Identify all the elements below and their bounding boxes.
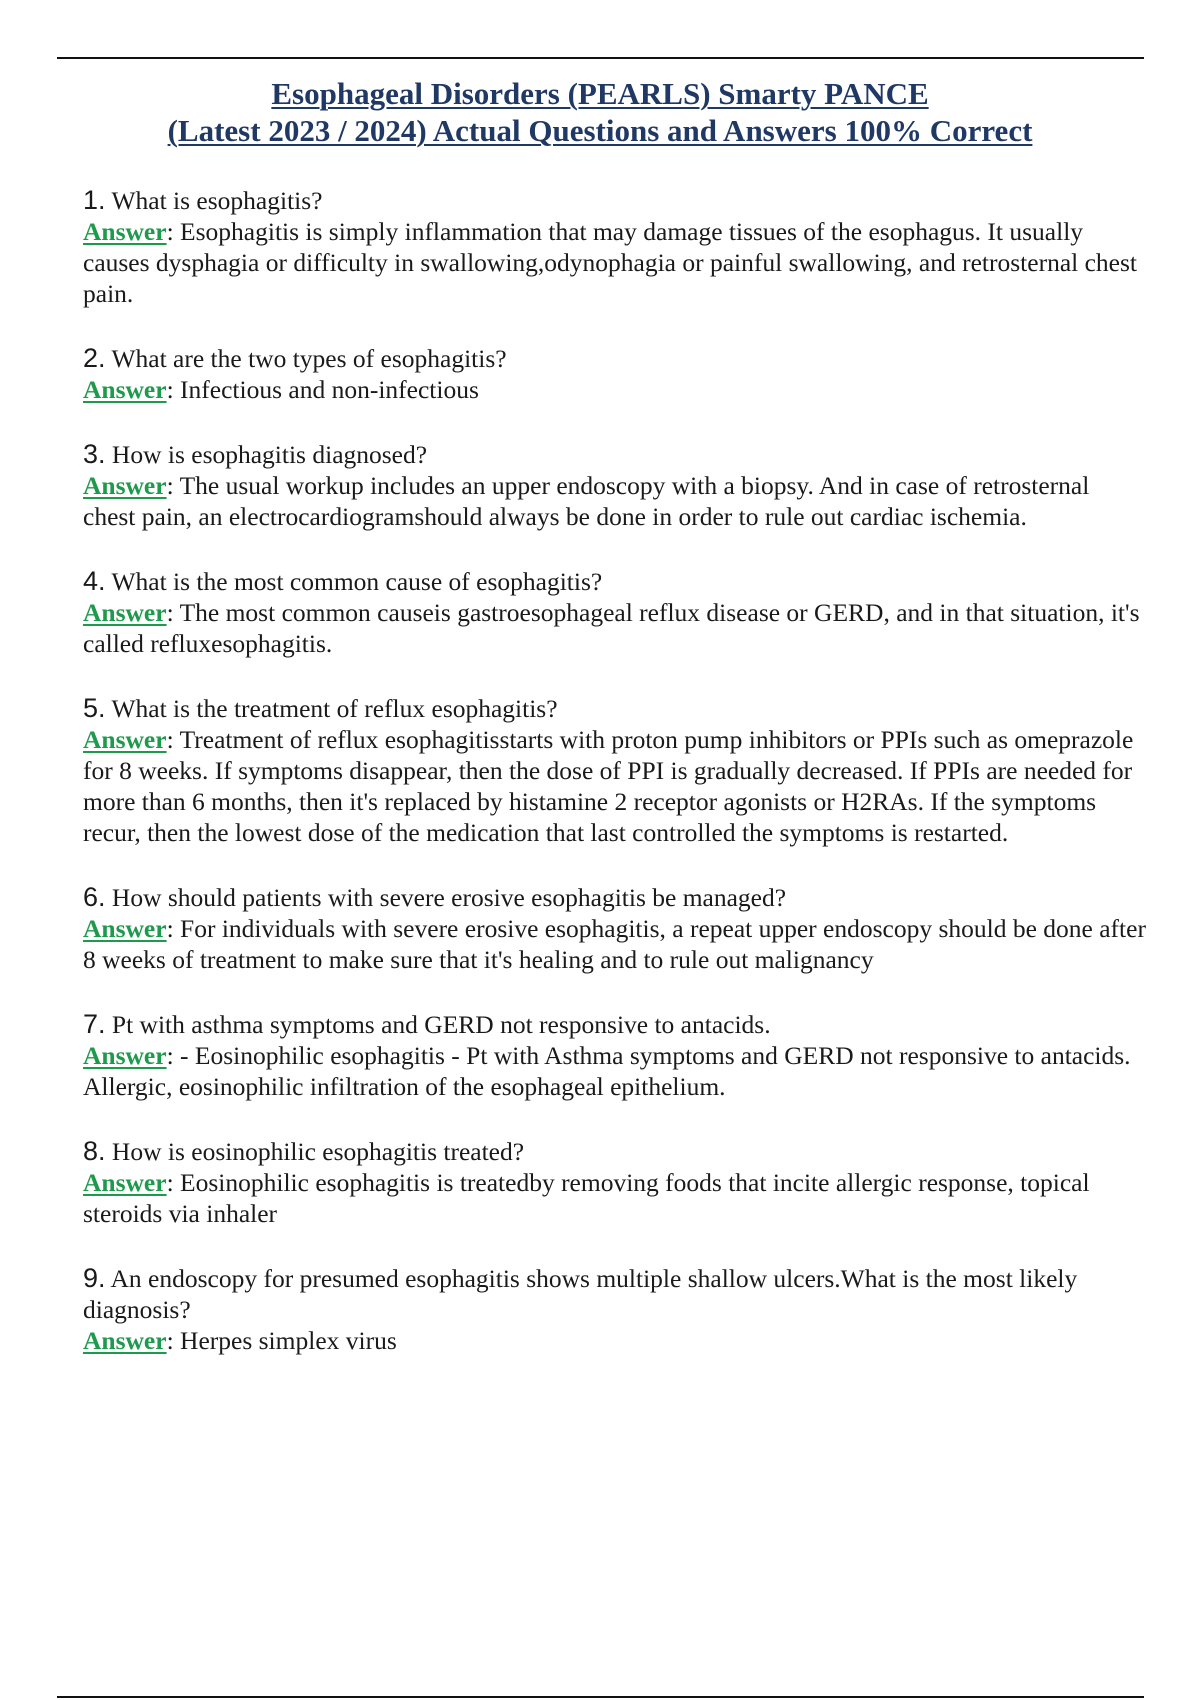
answer-label: Answer [83, 217, 167, 246]
qa-item [83, 1136, 1148, 1229]
question-text: What are the two types of esophagitis? [111, 344, 507, 373]
qa-item [83, 1009, 1148, 1102]
answer [83, 1167, 1148, 1229]
answer-text: The usual workup includes an upper endoscopy with a biopsy. And in case of retrosternal chest pain, an electrocardiogramshould always be done in order to rule out cardiac ischemia. [83, 471, 1090, 531]
answer [83, 1325, 1148, 1356]
question [83, 693, 1148, 724]
title-line-2: (Latest 2023 / 2024) Actual Questions and Answers 100% Correct [167, 113, 1033, 148]
qa-item [83, 185, 1148, 309]
answer-separator: : [166, 471, 180, 500]
question-text: What is esophagitis? [111, 186, 323, 215]
title-line-1: Esophageal Disorders (PEARLS) Smarty PANCE [271, 76, 929, 111]
answer-separator: : [166, 1041, 181, 1070]
question-text: How is eosinophilic esophagitis treated? [111, 1137, 525, 1166]
answer [83, 913, 1148, 975]
answer [83, 1040, 1148, 1102]
answer [83, 470, 1148, 532]
answer-text: Esophagitis is simply inflammation that may damage tissues of the esophagus. It usually causes dysphagia or difficulty in swallowing,odynophagia or painful swallowing, and retrosternal chest pain. [83, 217, 1137, 308]
answer-separator: : [166, 914, 181, 943]
answer-label: Answer [83, 471, 167, 500]
answer-separator: : [166, 1168, 181, 1197]
answer-text: Eosinophilic esophagitis is treatedby removing foods that incite allergic response, topical steroids via inhaler [83, 1168, 1090, 1228]
answer-separator: : [166, 598, 180, 627]
question [83, 439, 1148, 470]
answer-text: Herpes simplex virus [180, 1326, 397, 1355]
qa-item [83, 693, 1148, 848]
question-text: An endoscopy for presumed esophagitis shows multiple shallow ulcers.What is the most likely diagnosis? [83, 1264, 1078, 1324]
question [83, 1136, 1148, 1167]
qa-list [83, 185, 1148, 1390]
answer-label: Answer [83, 1041, 167, 1070]
qa-item [83, 1263, 1148, 1356]
question [83, 343, 1148, 374]
answer [83, 597, 1148, 659]
question-text: Pt with asthma symptoms and GERD not responsive to antacids. [111, 1010, 771, 1039]
answer-label: Answer [83, 375, 167, 404]
answer-label: Answer [83, 1168, 167, 1197]
question-number: 9. [83, 1263, 106, 1293]
answer [83, 216, 1148, 309]
document-title [0, 75, 1200, 149]
question [83, 185, 1148, 216]
answer-separator: : [166, 217, 181, 246]
question [83, 1009, 1148, 1040]
answer-label: Answer [83, 1326, 167, 1355]
question-text: How should patients with severe erosive esophagitis be managed? [111, 883, 787, 912]
answer [83, 724, 1148, 848]
question-number: 7. [83, 1009, 106, 1039]
answer-text: The most common causeis gastroesophageal reflux disease or GERD, and in that situation, it's called refluxesophagitis. [83, 598, 1140, 658]
question [83, 882, 1148, 913]
question-number: 2. [83, 343, 106, 373]
answer-text: Infectious and non-infectious [180, 375, 479, 404]
top-rule [57, 57, 1144, 59]
answer-label: Answer [83, 725, 167, 754]
answer-separator: : [166, 1326, 181, 1355]
answer-text: Treatment of reflux esophagitisstarts with proton pump inhibitors or PPIs such as omeprazole for 8 weeks. If symptoms disappear, then the dose of PPI is gradually decreased. If PPIs are needed for more than 6 months, then it's replaced by histamine 2 receptor agonists or H2RAs. If the symptoms recur, then the lowest dose of the medication that last controlled the symptoms is restarted. [83, 725, 1134, 847]
qa-item [83, 566, 1148, 659]
answer-separator: : [166, 375, 181, 404]
question-text: What is the treatment of reflux esophagitis? [111, 694, 558, 723]
question-number: 4. [83, 566, 106, 596]
answer-label: Answer [83, 598, 167, 627]
question [83, 1263, 1148, 1325]
bottom-rule [57, 1696, 1144, 1698]
answer-label: Answer [83, 914, 167, 943]
qa-item [83, 882, 1148, 975]
question-number: 5. [83, 693, 106, 723]
question-number: 3. [83, 439, 106, 469]
question-text: What is the most common cause of esophagitis? [111, 567, 603, 596]
question-number: 6. [83, 882, 106, 912]
question-number: 8. [83, 1136, 106, 1166]
answer-text: For individuals with severe erosive esophagitis, a repeat upper endoscopy should be done after 8 weeks of treatment to make sure that it's healing and to rule out malignancy [83, 914, 1146, 974]
qa-item [83, 343, 1148, 405]
answer-separator: : [166, 725, 180, 754]
answer [83, 374, 1148, 405]
question [83, 566, 1148, 597]
question-text: How is esophagitis diagnosed? [111, 440, 428, 469]
answer-text: - Eosinophilic esophagitis - Pt with Asthma symptoms and GERD not responsive to antacids. Allergic, eosinophilic infiltration of the esophageal epithelium. [83, 1041, 1131, 1101]
qa-item [83, 439, 1148, 532]
question-number: 1. [83, 185, 106, 215]
